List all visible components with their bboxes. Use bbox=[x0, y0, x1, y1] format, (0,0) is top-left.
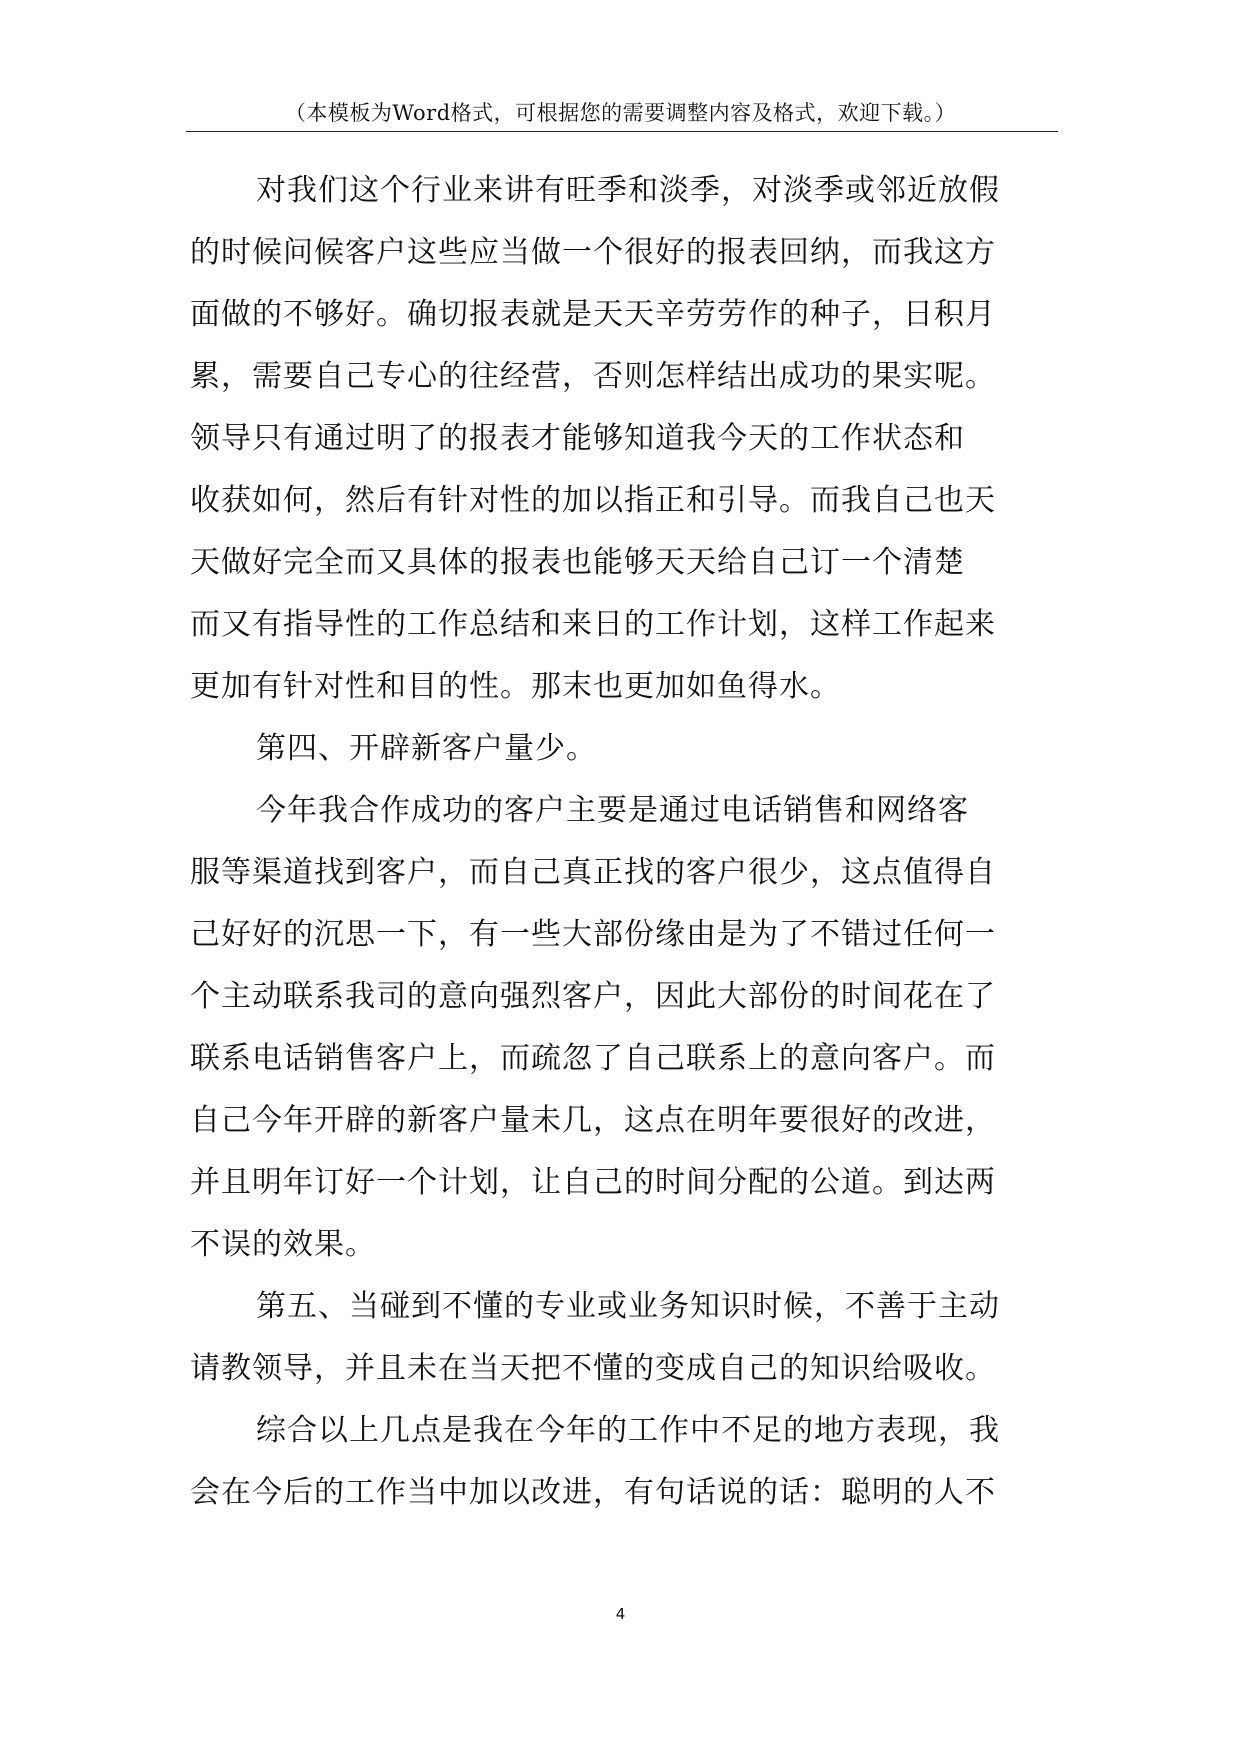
section-heading-4: 第四、开辟新客户量少。 bbox=[256, 731, 597, 766]
body-line: 对我们这个行业来讲有旺季和淡季，对淡季或邻近放假 bbox=[256, 173, 1000, 208]
template-header-note: （本模板为Word格式，可根据您的需要调整内容及格式，欢迎下载。） bbox=[284, 101, 957, 125]
body-line: 今年我合作成功的客户主要是通过电话销售和网络客 bbox=[256, 793, 969, 828]
header-divider bbox=[186, 131, 1058, 132]
body-line: 会在今后的工作当中加以改进，有句话说的话：聪明的人不 bbox=[190, 1475, 996, 1510]
body-line: 综合以上几点是我在今年的工作中不足的地方表现，我 bbox=[256, 1413, 1000, 1448]
body-line: 服等渠道找到客户，而自己真正找的客户很少，这点值得自 bbox=[190, 855, 996, 890]
body-line: 自己今年开辟的新客户量未几，这点在明年要很好的改进， bbox=[190, 1103, 996, 1138]
section-heading-5: 第五、当碰到不懂的专业或业务知识时候，不善于主动 bbox=[256, 1289, 1000, 1324]
body-line: 面做的不够好。确切报表就是天天辛劳劳作的种子，日积月 bbox=[190, 297, 996, 332]
body-line: 请教领导，并且未在当天把不懂的变成自己的知识给吸收。 bbox=[190, 1351, 996, 1386]
body-line: 联系电话销售客户上，而疏忽了自己联系上的意向客户。而 bbox=[190, 1041, 996, 1076]
body-line: 更加有针对性和目的性。那末也更加如鱼得水。 bbox=[190, 669, 841, 704]
body-line: 并且明年订好一个计划，让自己的时间分配的公道。到达两 bbox=[190, 1165, 996, 1200]
body-line: 不误的效果。 bbox=[190, 1227, 376, 1262]
body-line: 己好好的沉思一下，有一些大部份缘由是为了不错过任何一 bbox=[190, 917, 996, 952]
body-line: 收获如何，然后有针对性的加以指正和引导。而我自己也天 bbox=[190, 483, 996, 518]
body-line: 个主动联系我司的意向强烈客户，因此大部份的时间花在了 bbox=[190, 979, 996, 1014]
body-line: 累，需要自己专心的往经营，否则怎样结出成功的果实呢。 bbox=[190, 359, 996, 394]
document-body bbox=[190, 160, 1070, 1524]
page-number: 4 bbox=[615, 1605, 626, 1623]
body-line: 天做好完全而又具体的报表也能够天天给自己订一个清楚 bbox=[190, 545, 965, 580]
body-line: 领导只有通过明了的报表才能够知道我今天的工作状态和 bbox=[190, 421, 965, 456]
body-line: 的时候问候客户这些应当做一个很好的报表回纳，而我这方 bbox=[190, 235, 996, 270]
body-line: 而又有指导性的工作总结和来日的工作计划，这样工作起来 bbox=[190, 607, 996, 642]
